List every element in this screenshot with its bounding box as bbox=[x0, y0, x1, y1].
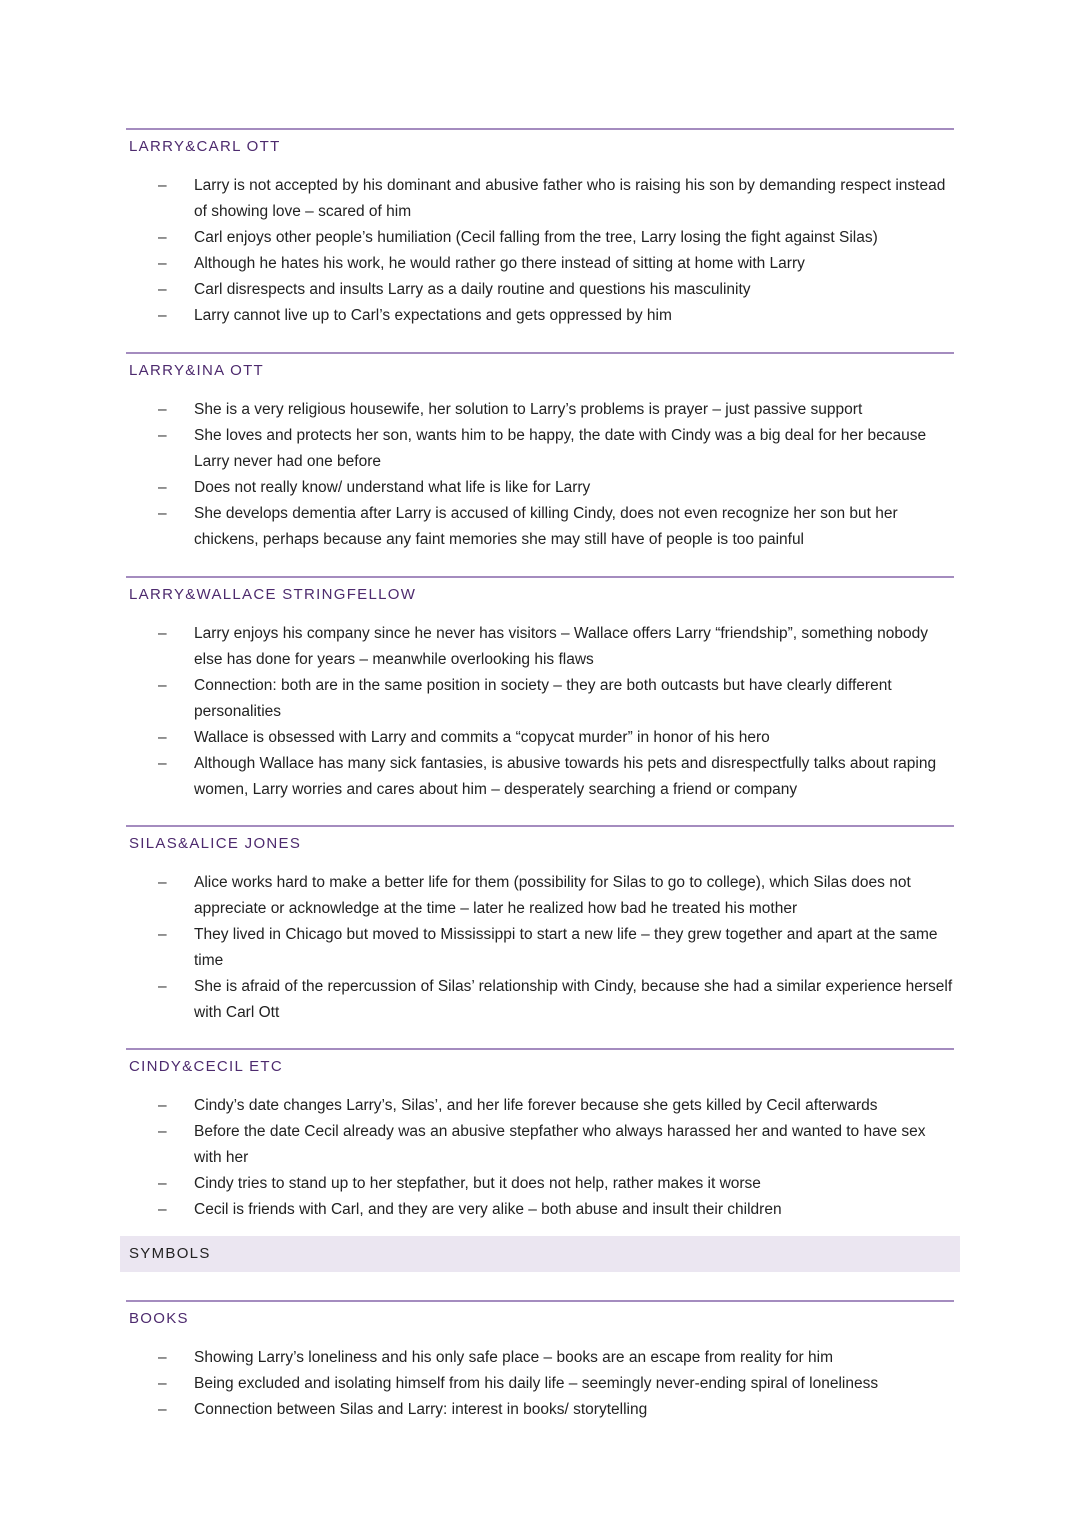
list-item-text: Wallace is obsessed with Larry and commits a “copycat murder” in honor of his hero bbox=[194, 729, 770, 746]
list-item-text: She is a very religious housewife, her solution to Larry’s problems is prayer – just passive support bbox=[194, 401, 863, 418]
bullet-dash: – bbox=[158, 177, 167, 194]
bullet-list bbox=[126, 1093, 954, 1223]
list-item-text: Although Wallace has many sick fantasies, is abusive towards his pets and disrespectfully talks about raping women, Larry worries and cares about him – desperately searching a friend or company bbox=[194, 755, 937, 798]
bullet-dash: – bbox=[158, 1401, 167, 1418]
section-larry-wallace bbox=[126, 576, 954, 803]
bullet-list bbox=[126, 173, 954, 329]
list-item bbox=[126, 751, 954, 803]
list-item-text: Before the date Cecil already was an abusive stepfather who always harassed her and wanted to have sex with her bbox=[194, 1123, 926, 1166]
section-larry-ina bbox=[126, 352, 954, 553]
list-item-text: Although he hates his work, he would rather go there instead of sitting at home with Larry bbox=[194, 255, 805, 272]
section-heading: CINDY&CECIL ETC bbox=[129, 1058, 283, 1075]
bullet-list bbox=[126, 621, 954, 803]
bullet-dash: – bbox=[158, 1097, 167, 1114]
bullet-dash: – bbox=[158, 1349, 167, 1366]
list-item-text: Larry enjoys his company since he never has visitors – Wallace offers Larry “friendship”, something nobody else has done for years – meanwhile overlooking his flaws bbox=[194, 625, 929, 668]
list-item-text: Does not really know/ understand what life is like for Larry bbox=[194, 479, 591, 496]
bullet-dash: – bbox=[158, 427, 167, 444]
bullet-list bbox=[126, 397, 954, 553]
list-item bbox=[126, 621, 954, 673]
list-item bbox=[126, 225, 954, 251]
bullet-dash: – bbox=[158, 1201, 167, 1218]
list-item-text: Cecil is friends with Carl, and they are very alike – both abuse and insult their children bbox=[194, 1201, 782, 1218]
bullet-dash: – bbox=[158, 479, 167, 496]
section-heading: LARRY&WALLACE STRINGFELLOW bbox=[129, 586, 417, 603]
section-books bbox=[126, 1300, 954, 1423]
section-heading: LARRY&CARL OTT bbox=[129, 138, 281, 155]
section-silas-alice bbox=[126, 825, 954, 1026]
list-item bbox=[126, 1197, 954, 1223]
list-item-text: Showing Larry’s loneliness and his only safe place – books are an escape from reality for him bbox=[194, 1349, 833, 1366]
bullet-dash: – bbox=[158, 255, 167, 272]
list-item-text: She loves and protects her son, wants him to be happy, the date with Cindy was a big deal for her because Larry never had one before bbox=[194, 427, 927, 470]
list-item bbox=[126, 1397, 954, 1423]
list-item-text: Alice works hard to make a better life for them (possibility for Silas to go to college), which Silas does not appreciate or acknowledge at the time – later he realized how bad he treated his mother bbox=[194, 874, 911, 917]
bullet-dash: – bbox=[158, 401, 167, 418]
symbols-banner bbox=[120, 1236, 960, 1272]
bullet-dash: – bbox=[158, 755, 167, 772]
list-item-text: Larry is not accepted by his dominant and abusive father who is raising his son by demanding respect instead of showing love – scared of him bbox=[194, 177, 946, 220]
list-item bbox=[126, 1171, 954, 1197]
section-cindy-cecil bbox=[126, 1048, 954, 1223]
bullet-dash: – bbox=[158, 505, 167, 522]
list-item-text: Cindy’s date changes Larry’s, Silas’, and her life forever because she gets killed by Cecil afterwards bbox=[194, 1097, 878, 1114]
section-rule bbox=[126, 825, 954, 827]
list-item bbox=[126, 475, 954, 501]
section-heading: SILAS&ALICE JONES bbox=[129, 835, 302, 852]
list-item bbox=[126, 501, 954, 553]
bullet-dash: – bbox=[158, 229, 167, 246]
list-item bbox=[126, 974, 954, 1026]
list-item bbox=[126, 673, 954, 725]
bullet-dash: – bbox=[158, 1123, 167, 1140]
list-item-text: Cindy tries to stand up to her stepfather, but it does not help, rather makes it worse bbox=[194, 1175, 761, 1192]
bullet-dash: – bbox=[158, 677, 167, 694]
bullet-dash: – bbox=[158, 729, 167, 746]
bullet-dash: – bbox=[158, 281, 167, 298]
list-item bbox=[126, 1345, 954, 1371]
section-larry-carl bbox=[126, 128, 954, 329]
section-rule bbox=[126, 128, 954, 130]
section-rule bbox=[126, 1048, 954, 1050]
list-item-text: She develops dementia after Larry is accused of killing Cindy, does not even recognize her son but her chickens, perhaps because any faint memories she may still have of people is too painful bbox=[194, 505, 898, 548]
list-item bbox=[126, 922, 954, 974]
list-item bbox=[126, 397, 954, 423]
list-item-text: Connection: both are in the same position in society – they are both outcasts but have clearly different personalities bbox=[194, 677, 892, 720]
bullet-list bbox=[126, 870, 954, 1026]
list-item bbox=[126, 1371, 954, 1397]
bullet-list bbox=[126, 1345, 954, 1423]
bullet-dash: – bbox=[158, 307, 167, 324]
bullet-dash: – bbox=[158, 1375, 167, 1392]
list-item-text: She is afraid of the repercussion of Silas’ relationship with Cindy, because she had a similar experience herself with Carl Ott bbox=[194, 978, 953, 1021]
list-item bbox=[126, 423, 954, 475]
list-item bbox=[126, 1119, 954, 1171]
bullet-dash: – bbox=[158, 874, 167, 891]
bullet-dash: – bbox=[158, 625, 167, 642]
section-rule bbox=[126, 352, 954, 354]
list-item-text: They lived in Chicago but moved to Mississippi to start a new life – they grew together and apart at the same time bbox=[194, 926, 938, 969]
section-rule bbox=[126, 1300, 954, 1302]
list-item bbox=[126, 1093, 954, 1119]
list-item bbox=[126, 173, 954, 225]
list-item-text: Larry cannot live up to Carl’s expectations and gets oppressed by him bbox=[194, 307, 672, 324]
list-item bbox=[126, 251, 954, 277]
bullet-dash: – bbox=[158, 1175, 167, 1192]
list-item-text: Being excluded and isolating himself from his daily life – seemingly never-ending spiral of loneliness bbox=[194, 1375, 879, 1392]
list-item-text: Carl enjoys other people’s humiliation (Cecil falling from the tree, Larry losing the fight against Silas) bbox=[194, 229, 878, 246]
list-item-text: Connection between Silas and Larry: interest in books/ storytelling bbox=[194, 1401, 648, 1418]
section-heading: BOOKS bbox=[129, 1310, 189, 1327]
list-item bbox=[126, 725, 954, 751]
list-item bbox=[126, 277, 954, 303]
bullet-dash: – bbox=[158, 978, 167, 995]
list-item bbox=[126, 870, 954, 922]
bullet-dash: – bbox=[158, 926, 167, 943]
section-heading: LARRY&INA OTT bbox=[129, 362, 264, 379]
list-item bbox=[126, 303, 954, 329]
banner-title: SYMBOLS bbox=[129, 1245, 211, 1262]
list-item-text: Carl disrespects and insults Larry as a daily routine and questions his masculinity bbox=[194, 281, 751, 298]
section-rule bbox=[126, 576, 954, 578]
